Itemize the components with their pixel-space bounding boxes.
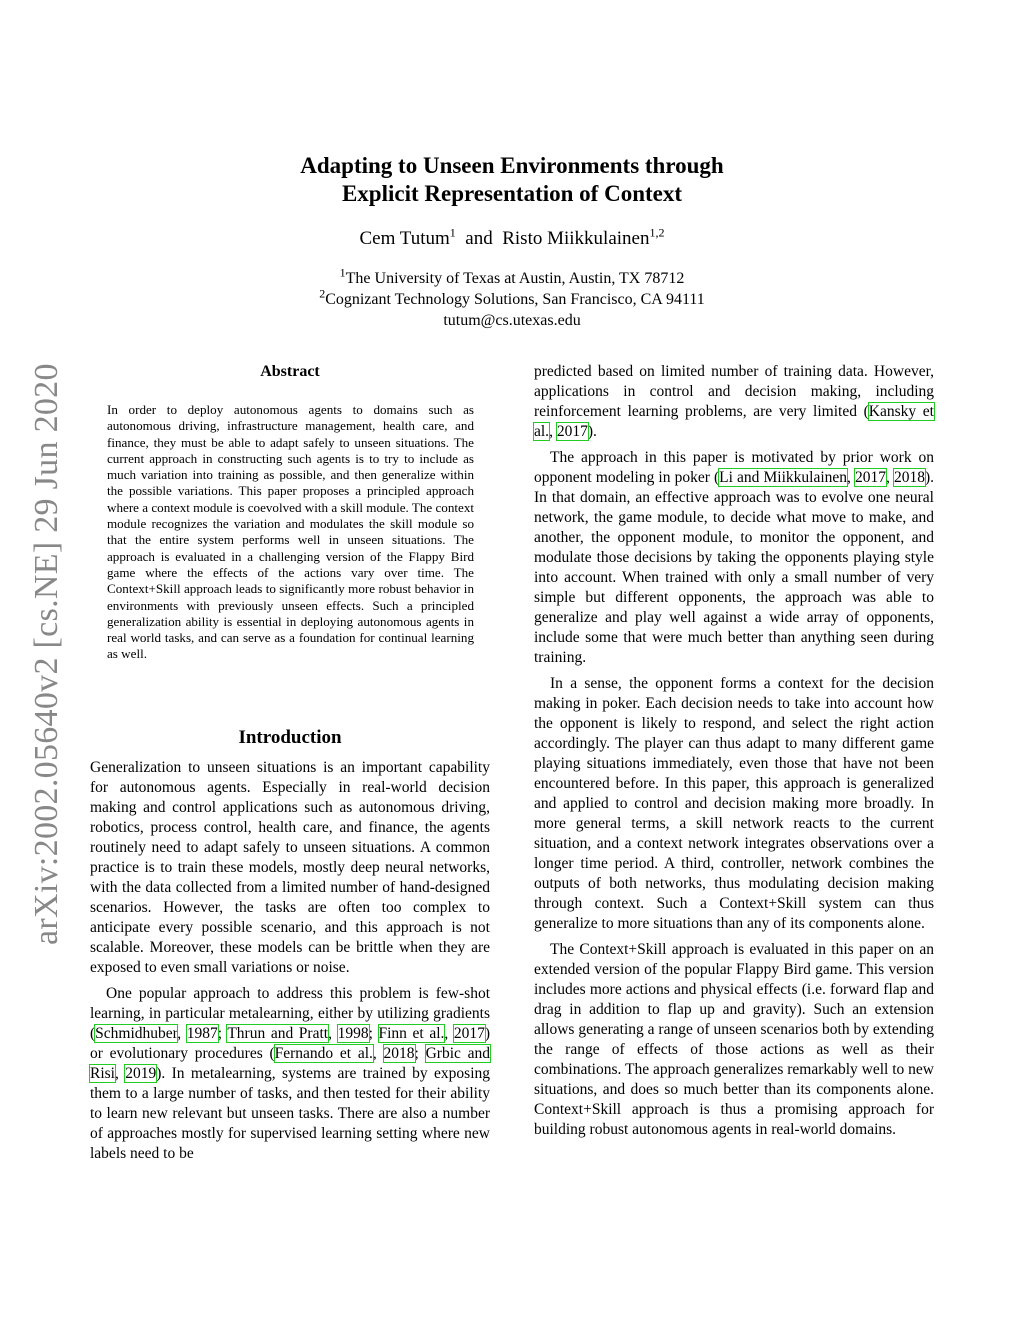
affil-2: Cognizant Technology Solutions, San Francisco, CA 94111: [325, 291, 705, 308]
title-line-2: Explicit Representation of Context: [341, 181, 683, 206]
citation-kansky-year[interactable]: 2017: [556, 423, 588, 440]
author-1-affil: 1: [449, 225, 456, 240]
citation-finn-year[interactable]: 2017: [453, 1025, 485, 1042]
intro-paragraph-1: Generalization to unseen situations is an important capability for autonomous agents. Especially in real-world decision making and control applications such as autonomous driving, robotics, process control, health care, and finance, the agents routinely need to adapt safely to unseen situations. A common practice is to train these models, mostly deep neural networks, with the data collected from a limited number of hand-designed scenarios. However, the tasks are often too complex to anticipate every possible scenario, and this approach is not scalable. Moreover, these models can be brittle when they are exposed to even small variations or noise.: [90, 759, 490, 976]
affiliations: [0, 265, 1024, 331]
citation-grbic-risi-year[interactable]: 2019: [125, 1065, 157, 1082]
intro-paragraph-3: The approach in this paper is motivated by prior work on opponent modeling in poker (Li and Miikkulainen, 2017, 2018). In that domain, an effective approach was to evolve one neural network, the game module, to decide what move to make, and another, the opponent module, to monitor the opponent, and modulate those decisions by taking the opponents playing style into account. When trained with only a small number of very simple but different opponents, the approach was able to generalize and play well against a wide array of opponents, include some that were much better than anything seen during training.: [534, 449, 935, 666]
paper-title: [0, 152, 1024, 208]
arxiv-stamp: arXiv:2002.05640v2 [cs.NE] 29 Jun 2020: [28, 363, 65, 945]
citation-finn[interactable]: Finn et al.: [378, 1025, 445, 1042]
affil-1: The University of Texas at Austin, Austin, TX 78712: [345, 270, 685, 287]
citation-li-miikkulainen-year-2[interactable]: 2018: [893, 469, 925, 486]
citation-schmidhuber[interactable]: Schmidhuber: [95, 1025, 178, 1042]
author-1: Cem Tutum: [359, 228, 450, 249]
affil-1-mark: 1: [339, 265, 346, 280]
citation-li-miikkulainen-year-1[interactable]: 2017: [855, 469, 886, 486]
author-2: Risto Miikkulainen: [502, 228, 650, 249]
right-column: [534, 362, 934, 1146]
author-and: and: [465, 228, 493, 249]
affil-2-mark: 2: [319, 286, 326, 301]
citation-schmidhuber-year[interactable]: 1987: [186, 1025, 218, 1042]
intro-paragraph-2: One popular approach to address this problem is few-shot learning, in particular metalearning, either by utilizing gradients (Schmidhuber, 1987; Thrun and Pratt, 1998; Finn et al., 2017) or evolutionary procedures (Fernando et al., 2018; Grbic and Risi, 2019). In metalearning, systems are trained by exposing them to a large number of tasks, and then tested for their ability to learn new relevant but unseen tasks. There are also a number of approaches mostly for supervised learning setting where new labels need to be: [90, 985, 491, 1162]
author-2-affil: 1,2: [649, 225, 665, 240]
citation-grbic-risi[interactable]: Grbic and Risi: [90, 1045, 491, 1082]
citation-li-miikkulainen[interactable]: Li and Miikkulainen: [719, 469, 848, 486]
left-column: [90, 758, 490, 1170]
author-list: [0, 227, 1024, 251]
intro-paragraph-5: The Context+Skill approach is evaluated in this paper on an extended version of the popular Flappy Bird game. This version includes more actions and physical effects (i.e. forward flap and drag in addition to flap up and gravity). Such an extension allows generating a range of unseen scenarios both by extending the range of effects of those actions as well as their combinations. The approach generalizes remarkably well to new situations, and does so much better than its components alone. Context+Skill approach is thus a promising approach for building robust autonomous agents in real-world domains.: [534, 941, 934, 1138]
citation-thrun-pratt[interactable]: Thrun and Pratt: [227, 1025, 329, 1042]
contact-email[interactable]: tutum@cs.utexas.edu: [443, 312, 581, 329]
intro-heading: Introduction: [238, 727, 342, 748]
abstract-heading: Abstract: [260, 363, 320, 380]
citation-kansky[interactable]: Kansky et al.: [534, 403, 934, 440]
citation-thrun-pratt-year[interactable]: 1998: [337, 1025, 369, 1042]
citation-fernando[interactable]: Fernando et al.: [274, 1045, 373, 1062]
title-line-1: Adapting to Unseen Environments through: [300, 153, 724, 178]
abstract-text: In order to deploy autonomous agents to domains such as autonomous driving, infrastructure management, health care, and finance, they must be able to adapt safely to unseen situations. The current approach in constructing such agents is to try to include as much variation into training as possible, and then generalize within the possible variations. This paper proposes a principled approach where a context module is coevolved with a skill module. The context module recognizes the variation and modulates the skill module so that the entire system performs well in unseen situations. The approach is evaluated in a challenging version of the Flappy Bird game where the effects of the actions vary over time. The Context+Skill approach leads to significantly more robust behavior in environments with previously unseen effects. Such a principled generalization ability is essential in deploying autonomous agents in real world tasks, and can serve as a foundation for continual learning as well.: [107, 402, 475, 662]
intro-paragraph-4: In a sense, the opponent forms a context for the decision making in poker. Each decision needs to take into account how the opponent is likely to respond, and select the right action accordingly. The player can thus adapt to many different game playing situations immediately, even those that have not been encountered before. In this paper, this approach is generalized and applied to control and decision making more broadly. In more general terms, a skill network reacts to the current situation, and a context network integrates observations over a longer time period. A third, controller, network combines the outputs of both networks, thus modulating decision making through context. Such a Context+Skill system can thus generalize to more situations than any of its components alone.: [534, 675, 934, 932]
intro-paragraph-2-cont: predicted based on limited number of training data. However, applications in control and decision making, including reinforcement learning problems, are very limited (Kansky et al., 2017).: [534, 363, 934, 440]
citation-fernando-year[interactable]: 2018: [383, 1045, 415, 1062]
